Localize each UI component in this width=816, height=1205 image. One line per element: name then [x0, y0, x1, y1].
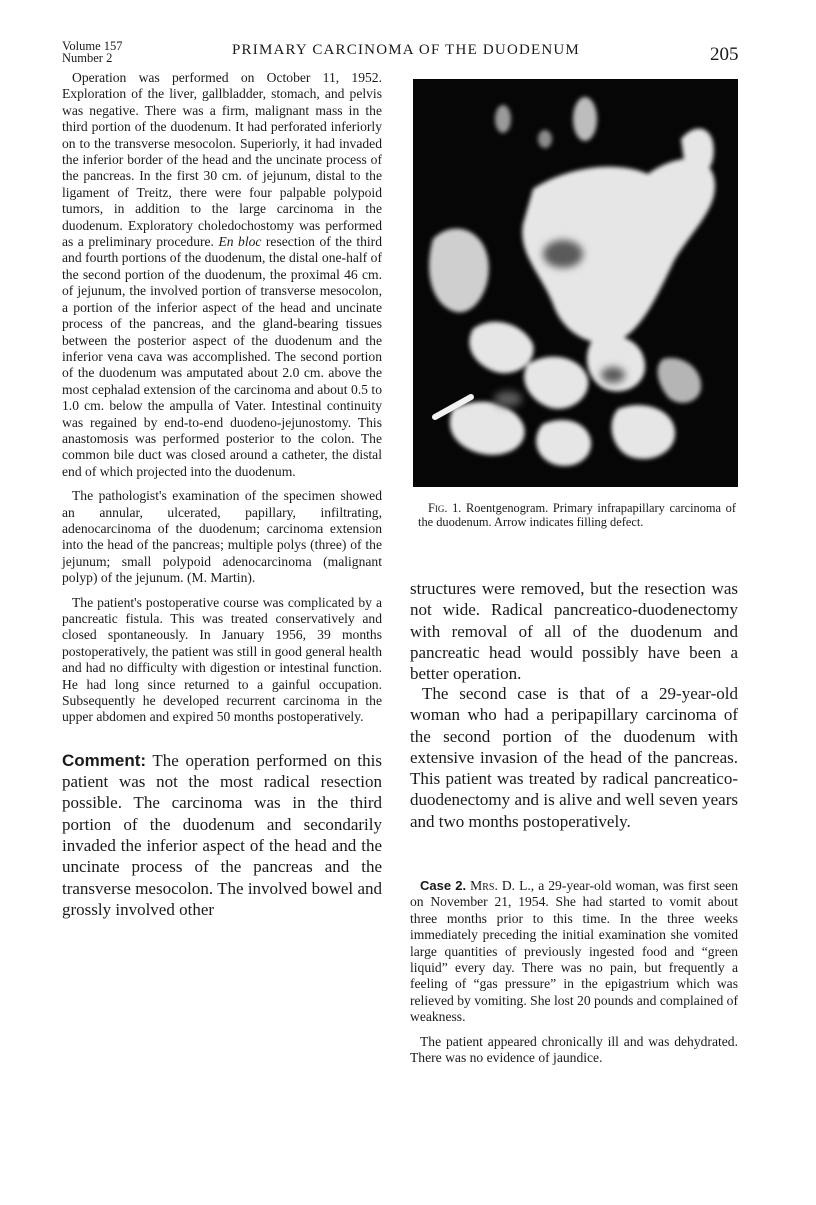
caption-text: Roentgenogram. Primary infrapapillary carcinoma of the duodenum. Arrow indicates filling defect. — [418, 501, 736, 529]
comment-label: Comment: — [62, 750, 147, 770]
number-label: Number 2 — [62, 51, 113, 65]
en-bloc-italic: En bloc — [218, 234, 262, 250]
roentgenogram-image — [413, 79, 738, 487]
resection-continuation-paragraph: structures were removed, but the resection was not wide. Radical pancreatico-duodenectomy with removal of all of the duodenum and pancreatic head would possibly have been a better operation. — [410, 579, 738, 684]
operation-text-b: resection of the third and fourth portions of the duodenum, the distal one-half of the second portion of the duodenum, the proximal 46 cm. of jejunum, the involved portion of transverse mesocolon, a portion of the inferior aspect of the head and uncinate process of the pancreas, and the gland-bearing tissues between the posterior aspect of the duodenum and the inferior vena cava was accomplished. The second portion of the duodenum was amputated about 2.0 cm. above the most cephalad extension of the carcinoma and about 0.5 to 1.0 cm. below the ampulla of Vater. Intestinal continuity was regained by end-to-end duodeno-jejunostomy. This anastomosis was performed posterior to the colon. The common bile duct was closed around a catheter, the distal end of which projected into the duodenum. — [62, 234, 383, 479]
roentgenogram-figure — [413, 79, 738, 487]
running-header-volume — [62, 40, 123, 64]
patient-appearance-paragraph: The patient appeared chronically ill and was dehydrated. There was no evidence of jaundice. — [410, 1033, 738, 1066]
page-number: 205 — [710, 44, 739, 65]
comment-text: The operation performed on this patient was not the most radical resection possible. The carcinoma was in the third portion of the duodenum and secondarily invaded the inferior aspect of the head and the uncinate process of the pancreas and the transverse mesocolon. The involved bowel and grossly involved other — [62, 750, 382, 919]
second-case-summary-paragraph: The second case is that of a 29-year-old woman who had a peripapillary carcinoma of the second portion of the duodenum with extensive invasion of the head of the pancreas. This patient was treated by radical pancreatico-duodenectomy and is alive and well seven years and two months postoperatively. — [410, 684, 738, 831]
postoperative-paragraph: The patient's postoperative course was complicated by a pancreatic fistula. This was treated conservatively and closed spontaneously. In January 1956, 39 months postoperatively, the patient was still in good general health and had no difficulty with digestion or intestinal function. He had long since returned to a gainful occupation. Subsequently he developed recurrent carcinoma in the upper abdomen and expired 50 months postoperatively. — [62, 594, 382, 725]
volume-label: Volume 157 — [62, 39, 123, 53]
pathology-paragraph: The pathologist's examination of the specimen showed an annular, ulcerated, papillary, infiltrating, adenocarcinoma of the duodenum; carcinoma extension into the head of the pancreas; multiple polys (three) of the jejunum; small polypoid adenocarcinoma (malignant polyp) of the jejunum. (M. Martin). — [62, 488, 382, 586]
case-2-label: Case 2. — [420, 878, 467, 893]
figure-caption — [418, 502, 736, 529]
case-2-text: a 29-year-old woman, was first seen on November 21, 1954. She had started to vomit about three months prior to this time. In the three weeks immediately preceding the initial examination she vomited large quantities of previously ingested food and “green liquid” every day. There was no pain, but frequently a feeling of “gas pressure” in the epigastrium which was relieved by vomiting. She lost 20 pounds and complained of weakness. — [410, 878, 738, 1025]
operation-paragraph — [62, 70, 382, 480]
caption-label: Fig. 1. — [428, 501, 462, 515]
left-column — [62, 70, 382, 920]
operation-text-a: Operation was performed on October 11, 1952. Exploration of the liver, gallbladder, stomach, and pelvis was negative. There was a firm, malignant mass in the third portion of the duodenum. It had perforated inferiorly on to the transverse mesocolon. Superiorly, it had invaded the inferior border of the head and the uncinate process of the pancreas. In the first 30 cm. of jejunum, distal to the ligament of Treitz, there were four palpable polypoid tumors, in addition to the large carcinoma in the duodenum. Exploratory choledochostomy was performed as a preliminary procedure. — [62, 70, 382, 250]
comment-paragraph — [62, 750, 382, 920]
running-title: PRIMARY CARCINOMA OF THE DUODENUM — [232, 42, 580, 58]
case-2-section — [410, 878, 738, 1066]
case-2-paragraph — [410, 878, 738, 1026]
case-2-patient-name: Mrs. D. L., — [466, 878, 535, 893]
